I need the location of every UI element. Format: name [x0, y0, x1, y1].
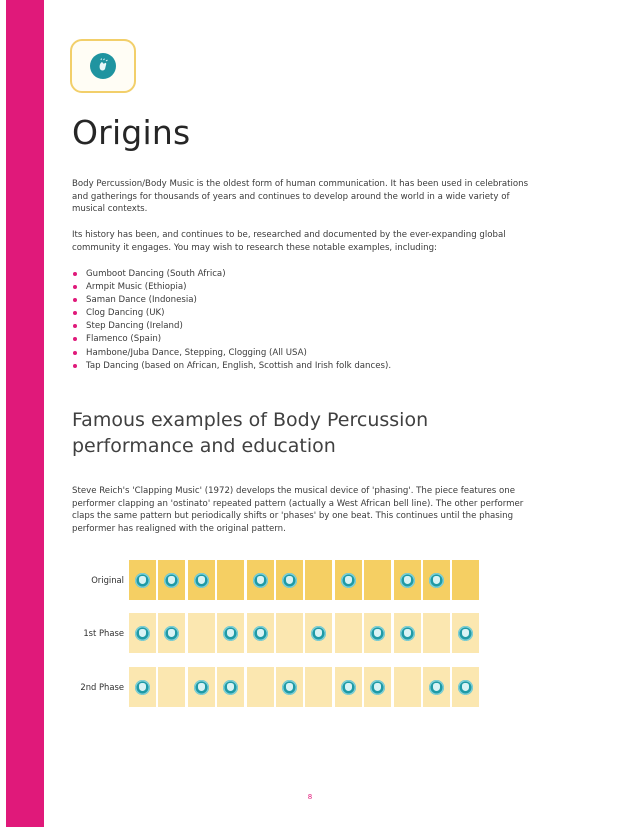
clap-icon — [311, 626, 326, 641]
rhythm-cell-clap — [158, 560, 185, 600]
clap-icon — [458, 680, 473, 695]
examples-list — [72, 268, 391, 373]
rhythm-cell-clap — [452, 613, 479, 653]
rhythm-cell-clap — [335, 667, 362, 707]
bullet-dot — [73, 298, 77, 302]
rhythm-cell-rest — [335, 613, 362, 653]
rhythm-cell-rest — [423, 613, 450, 653]
rhythm-cell-clap — [247, 560, 274, 600]
rhythm-row-label: Original — [91, 575, 124, 585]
rhythm-cell-rest — [452, 560, 479, 600]
page-number: 8 — [307, 793, 313, 801]
clap-icon — [370, 626, 385, 641]
rhythm-cell-rest — [158, 667, 185, 707]
bullet-dot — [73, 285, 77, 289]
clap-icon — [429, 680, 444, 695]
clap-icon — [429, 573, 444, 588]
history-paragraph: Its history has been, and continues to be, researched and documented by the ever-expanding global community it engages. You may wish to research these notable examples, including: — [72, 230, 506, 253]
clap-icon — [341, 573, 356, 588]
rhythm-cell-clap — [394, 613, 421, 653]
rhythm-cell-rest — [276, 613, 303, 653]
clap-icon — [282, 680, 297, 695]
rhythm-cell-clap — [129, 613, 156, 653]
rhythm-cell-clap — [217, 667, 244, 707]
clapping-music-paragraph: Steve Reich's 'Clapping Music' (1972) develops the musical device of 'phasing'. The piece features one performer clapping an 'ostinato' repeated pattern (actually a West African bell line). The other performer claps the same pattern but periodically shifts or 'phases' by one beat. This continues until the phasing performer has realigned with the original pattern. — [72, 486, 524, 534]
rhythm-cell-rest — [394, 667, 421, 707]
bullet-dot — [73, 272, 77, 276]
rhythm-cell-rest — [217, 560, 244, 600]
clap-icon — [135, 573, 150, 588]
bullet-dot — [73, 351, 77, 355]
rhythm-cell-clap — [129, 667, 156, 707]
rhythm-cell-clap — [364, 613, 391, 653]
list-item: Flamenco (Spain) — [72, 333, 391, 346]
clap-icon — [135, 680, 150, 695]
section-logo — [70, 39, 136, 93]
clap-icon — [194, 573, 209, 588]
rhythm-cell-clap — [335, 560, 362, 600]
list-item: Step Dancing (Ireland) — [72, 320, 391, 333]
list-item: Clog Dancing (UK) — [72, 307, 391, 320]
rhythm-cell-clap — [158, 613, 185, 653]
clapping-hands-icon — [90, 53, 116, 79]
clap-icon — [194, 680, 209, 695]
rhythm-row-label: 1st Phase — [83, 628, 124, 638]
clap-icon — [164, 626, 179, 641]
rhythm-cell-rest — [188, 613, 215, 653]
bullet-dot — [73, 337, 77, 341]
rhythm-cell-clap — [217, 613, 244, 653]
clap-icon — [282, 573, 297, 588]
bullet-dot — [73, 364, 77, 368]
list-item: Saman Dance (Indonesia) — [72, 294, 391, 307]
accent-side-bar — [6, 0, 44, 827]
list-item: Gumboot Dancing (South Africa) — [72, 268, 391, 281]
clap-icon — [223, 680, 238, 695]
rhythm-row-label: 2nd Phase — [80, 682, 124, 692]
rhythm-cell-clap — [129, 560, 156, 600]
list-item: Hambone/Juba Dance, Stepping, Clogging (All USA) — [72, 347, 391, 360]
clap-icon — [253, 626, 268, 641]
clap-icon — [458, 626, 473, 641]
clap-icon — [400, 573, 415, 588]
rhythm-cell-clap — [423, 667, 450, 707]
list-item: Tap Dancing (based on African, English, Scottish and Irish folk dances). — [72, 360, 391, 373]
intro-paragraph: Body Percussion/Body Music is the oldest form of human communication. It has been used in celebrations and gatherings for thousands of years and continues to develop around the world in a wide variety of musical contexts. — [72, 179, 529, 215]
rhythm-cell-clap — [247, 613, 274, 653]
rhythm-cell-clap — [276, 667, 303, 707]
rhythm-cell-rest — [305, 560, 332, 600]
rhythm-cell-clap — [423, 560, 450, 600]
clap-icon — [370, 680, 385, 695]
section-subheading: Famous examples of Body Percussion performance and education — [72, 409, 429, 457]
bullet-dot — [73, 311, 77, 315]
bullet-dot — [73, 324, 77, 328]
rhythm-cell-clap — [364, 667, 391, 707]
rhythm-cell-clap — [305, 613, 332, 653]
page-title: Origins — [72, 113, 191, 152]
clap-icon — [400, 626, 415, 641]
clap-icon — [341, 680, 356, 695]
clap-icon — [223, 626, 238, 641]
rhythm-cell-clap — [452, 667, 479, 707]
list-item: Armpit Music (Ethiopia) — [72, 281, 391, 294]
rhythm-cell-clap — [188, 667, 215, 707]
rhythm-cell-rest — [364, 560, 391, 600]
rhythm-cell-clap — [188, 560, 215, 600]
rhythm-cell-rest — [247, 667, 274, 707]
rhythm-cell-clap — [276, 560, 303, 600]
clap-icon — [253, 573, 268, 588]
clap-icon — [135, 626, 150, 641]
clap-icon — [164, 573, 179, 588]
rhythm-cell-rest — [305, 667, 332, 707]
rhythm-cell-clap — [394, 560, 421, 600]
